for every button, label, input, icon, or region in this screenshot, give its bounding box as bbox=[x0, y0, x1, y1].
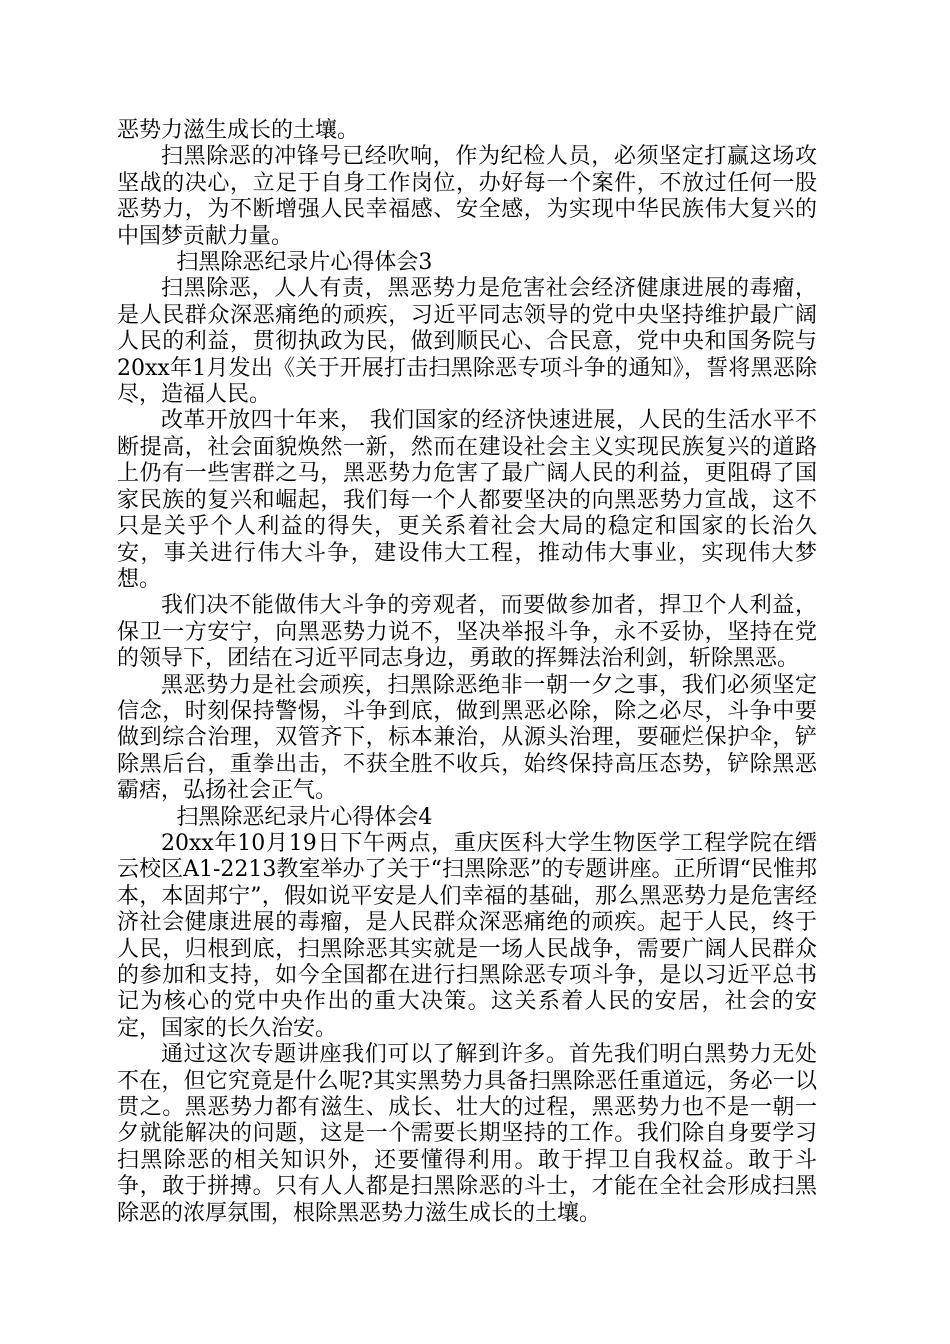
paragraph: 20xx年10月19日下午两点，重庆医科大学生物医学工程学院在缙云校区A1-2213教室举办了关于“扫黑除恶”的专题讲座。正所谓“民惟邦本，本固邦宁”，假如说平安是人们幸福的基础，那么黑恶势力是危害经济社会健康进展的毒瘤，是人民群众深恶痛绝的顽疾。起于人民，终于人民，归根到底，扫黑除恶其实就是一场人民战争，需要广阔人民群众的参加和支持，如今全国都在进行扫黑除恶专项斗争，是以习近平总书记为核心的党中央作出的重大决策。这关系着人民的安居，社会的安定，国家的长久治安。 bbox=[117, 830, 817, 1041]
paragraph: 通过这次专题讲座我们可以了解到许多。首先我们明白黑势力无处不在，但它究竟是什么呢?其实黑势力具备扫黑除恶任重道远，务必一以贯之。黑恶势力都有滋生、成长、壮大的过程，黑恶势力也不是一朝一夕就能解决的问题，这是一个需要长期坚持的工作。我们除自身要学习扫黑除恶的相关知识外，还要懂得利用。敢于捍卫自我权益。敢于斗争，敢于拼搏。只有人人都是扫黑除恶的斗士，才能在全社会形成扫黑除恶的浓厚氛围，根除黑恶势力滋生成长的土壤。 bbox=[117, 1042, 817, 1226]
paragraph: 黑恶势力是社会顽疾，扫黑除恶绝非一朝一夕之事，我们必须坚定信念，时刻保持警惕，斗争到底，做到黑恶必除，除之必尽，斗争中要做到综合治理，双管齐下，标本兼治，从源头治理，要砸烂保护伞，铲除黑后台，重拳出击，不获全胜不收兵，始终保持高压态势，铲除黑恶霸痞，弘扬社会正气。 bbox=[117, 672, 817, 804]
paragraph-continuation: 恶势力滋生成长的土壤。 bbox=[117, 118, 360, 143]
paragraph: 扫黑除恶，人人有责，黑恶势力是危害社会经济健康进展的毒瘤，是人民群众深恶痛绝的顽疾，习近平同志领导的党中央坚持维护最广阔人民的利益，贯彻执政为民，做到顺民心、合民意，党中央和国务院与20xx年1月发出《关于开展打击扫黑除恶专项斗争的通知》，誓将黑恶除尽，造福人民。 bbox=[117, 276, 817, 408]
paragraph: 我们决不能做伟大斗争的旁观者，而要做参加者，捍卫个人利益，保卫一方安宁，向黑恶势力说不，坚决举报斗争，永不妥协，坚持在党的领导下，团结在习近平同志身边，勇敢的挥舞法治利剑，斩除黑恶。 bbox=[117, 593, 817, 672]
section-heading-3: 扫黑除恶纪录片心得体会3 bbox=[176, 250, 433, 276]
paragraph: 扫黑除恶的冲锋号已经吹响，作为纪检人员，必须坚定打赢这场攻坚战的决心，立足于自身工作岗位，办好每一个案件，不放过任何一股恶势力，为不断增强人民幸福感、安全感，为实现中华民族伟大复兴的中国梦贡献力量。 bbox=[117, 144, 817, 249]
paragraph: 改革开放四十年来， 我们国家的经济快速进展，人民的生活水平不断提高，社会面貌焕然一新，然而在建设社会主义实现民族复兴的道路上仍有一些害群之马，黑恶势力危害了最广阔人民的利益，更阻碍了国家民族的复兴和崛起，我们每一个人都要坚决的向黑恶势力宣战，这不只是关乎个人利益的得失，更关系着社会大局的稳定和国家的长治久安，事关进行伟大斗争，建设伟大工程，推动伟大事业，实现伟大梦想。 bbox=[117, 408, 817, 592]
section-heading-4: 扫黑除恶纪录片心得体会4 bbox=[176, 804, 433, 830]
document-page bbox=[117, 118, 817, 1227]
